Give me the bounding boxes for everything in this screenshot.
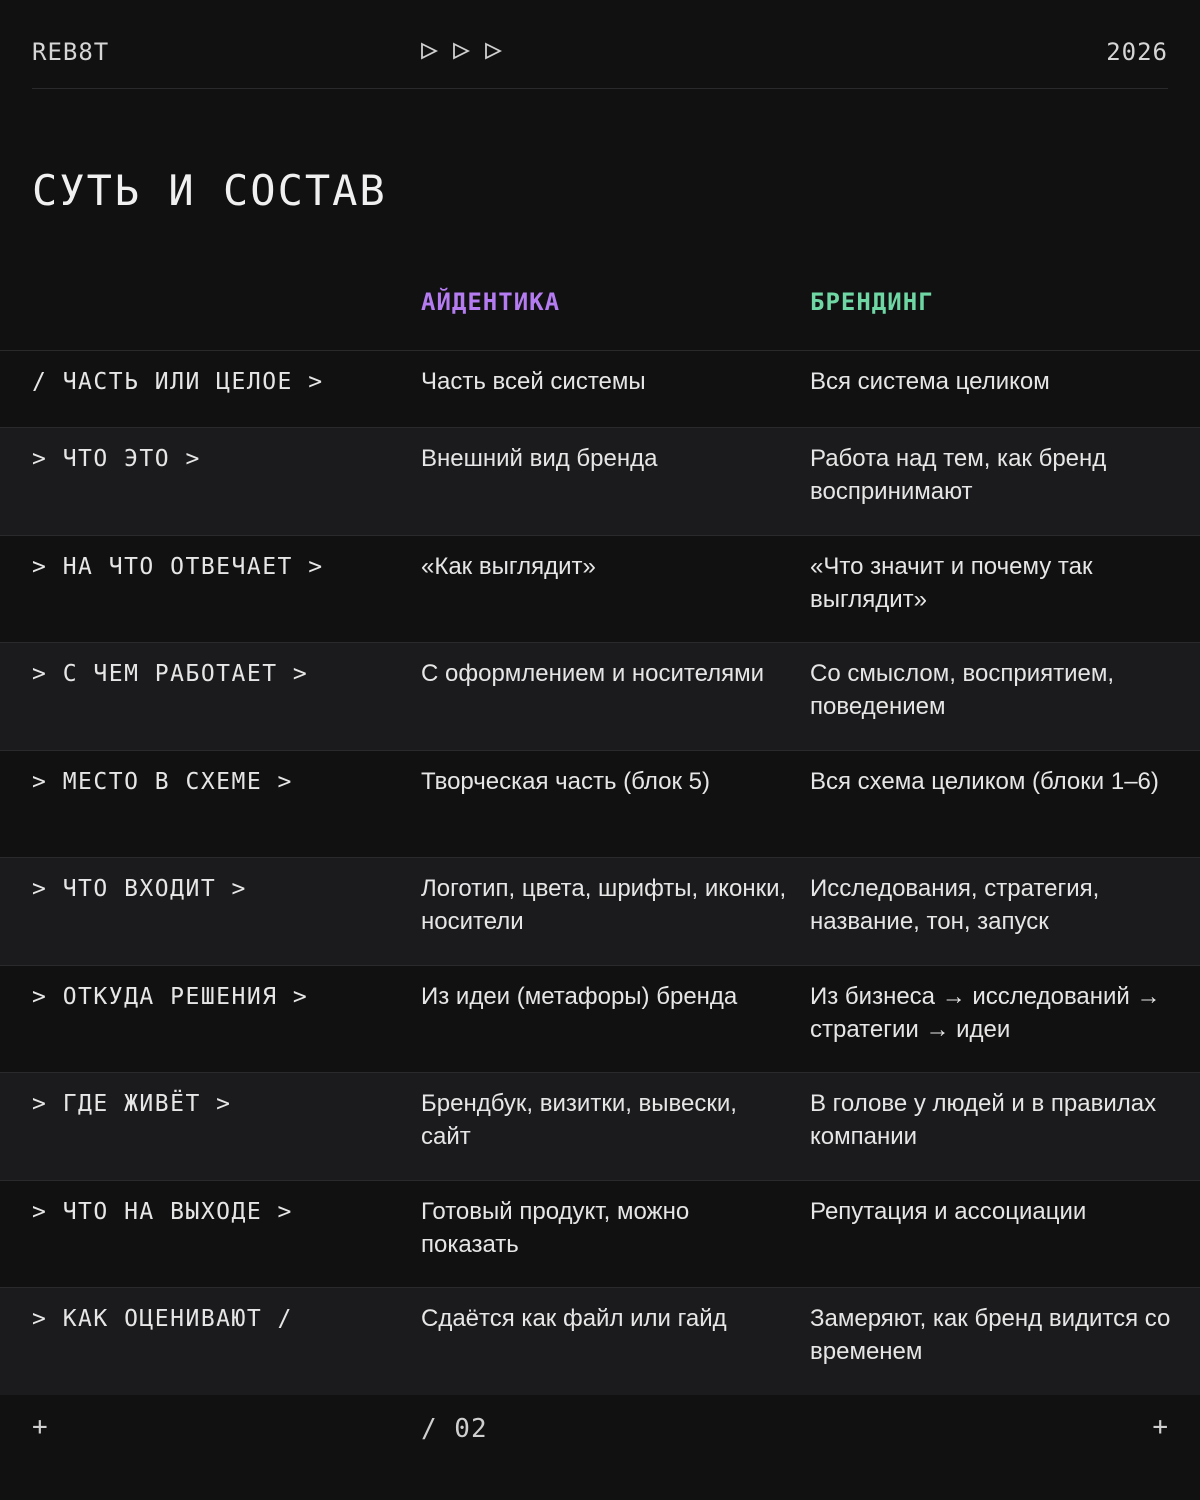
table-row bbox=[0, 1180, 1200, 1288]
header bbox=[32, 0, 1168, 89]
identity-cell: Из идеи (метафоры) бренда bbox=[421, 982, 738, 1010]
identity-cell: Часть всей системы bbox=[421, 368, 646, 395]
branding-cell: Вся система целиком bbox=[810, 368, 1050, 395]
row-label: > С ЧЕМ РАБОТАЕТ > bbox=[32, 661, 309, 687]
row-label: > НА ЧТО ОТВЕЧАЕТ > bbox=[32, 553, 324, 580]
row-label: > ОТКУДА РЕШЕНИЯ > bbox=[32, 983, 309, 1010]
branding-cell: Исследования, стратегия, название, тон, запуск bbox=[810, 875, 1100, 935]
identity-cell: Брендбук, визитки, вывески, сайт bbox=[421, 1090, 737, 1150]
row-label: > КАК ОЦЕНИВАЮТ / bbox=[32, 1306, 293, 1332]
table-row bbox=[0, 642, 1200, 750]
identity-cell: Готовый продукт, можно показать bbox=[421, 1197, 690, 1258]
identity-cell: Логотип, цвета, шрифты, иконки, носители bbox=[421, 875, 787, 935]
row-label: / ЧАСТЬ ИЛИ ЦЕЛОЕ > bbox=[32, 369, 324, 395]
page-title: СУТЬ И СОСТАВ bbox=[32, 166, 387, 215]
play-arrow-icon bbox=[452, 42, 470, 65]
column-header-branding: БРЕНДИНГ bbox=[810, 288, 934, 316]
plus-icon: + bbox=[32, 1412, 48, 1442]
row-label: > ГДЕ ЖИВЁТ > bbox=[32, 1091, 232, 1117]
branding-cell: Замеряют, как бренд видится со временем bbox=[810, 1305, 1171, 1365]
identity-cell: Внешний вид бренда bbox=[421, 445, 658, 472]
play-arrows bbox=[420, 42, 502, 65]
table-row bbox=[0, 1072, 1200, 1180]
identity-cell: Сдаётся как файл или гайд bbox=[421, 1305, 727, 1332]
play-arrow-icon bbox=[484, 42, 502, 65]
plus-icon: + bbox=[1152, 1412, 1168, 1442]
branding-cell: Работа над тем, как бренд воспринимают bbox=[810, 445, 1107, 505]
table-row bbox=[0, 1287, 1200, 1395]
table-row bbox=[0, 857, 1200, 965]
identity-cell: Творческая часть (блок 5) bbox=[421, 767, 710, 795]
footer bbox=[32, 1412, 1168, 1452]
table-row bbox=[0, 965, 1200, 1073]
play-arrow-icon bbox=[420, 42, 438, 65]
row-label: > ЧТО НА ВЫХОДЕ > bbox=[32, 1198, 293, 1225]
table-row bbox=[0, 350, 1200, 427]
table-row bbox=[0, 427, 1200, 535]
branding-cell: Из бизнеса → исследований → стратегии → идеи bbox=[810, 982, 1161, 1043]
brand-logo: REB8T bbox=[32, 38, 110, 66]
column-header-identity: АЙДЕНТИКА bbox=[421, 288, 561, 316]
row-label: > ЧТО ЭТО > bbox=[32, 446, 201, 472]
identity-cell: «Как выглядит» bbox=[421, 552, 596, 580]
branding-cell: Репутация и ассоциации bbox=[810, 1197, 1087, 1225]
identity-cell: С оформлением и носителями bbox=[421, 660, 765, 687]
table-row bbox=[0, 535, 1200, 643]
table-row bbox=[0, 750, 1200, 858]
year: 2026 bbox=[1106, 38, 1168, 66]
branding-cell: Со смыслом, восприятием, поведением bbox=[810, 660, 1115, 720]
comparison-table bbox=[0, 350, 1200, 1395]
page-number: / 02 bbox=[421, 1414, 488, 1444]
row-label: > МЕСТО В СХЕМЕ > bbox=[32, 768, 293, 795]
branding-cell: «Что значит и почему так выглядит» bbox=[810, 552, 1093, 613]
row-label: > ЧТО ВХОДИТ > bbox=[32, 876, 247, 902]
branding-cell: Вся схема целиком (блоки 1–6) bbox=[810, 767, 1159, 795]
branding-cell: В голове у людей и в правилах компании bbox=[810, 1090, 1157, 1150]
